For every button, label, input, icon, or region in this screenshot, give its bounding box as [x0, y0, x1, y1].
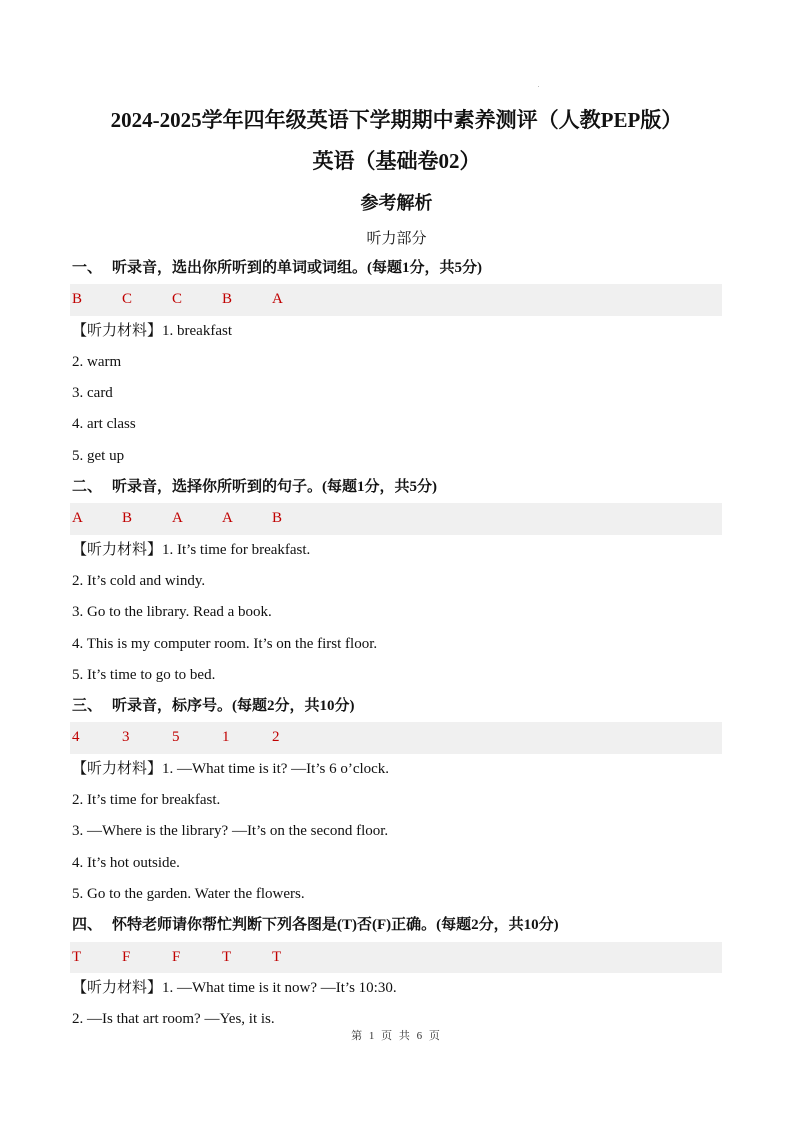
material-line [72, 879, 722, 910]
material-text: 1. breakfast [162, 322, 232, 339]
material-line [72, 754, 722, 785]
answer: 5 [172, 729, 180, 746]
section-number: 二、 [72, 479, 103, 496]
section-heading [72, 910, 722, 941]
answer-row [70, 503, 722, 534]
material-line [72, 441, 722, 472]
answer: 2 [272, 729, 280, 746]
document-subtitle: 英语（基础卷02） [312, 149, 481, 173]
speck [538, 86, 539, 87]
material-line [72, 409, 722, 440]
answer-row [70, 284, 722, 315]
material-text: 2. It’s time for breakfast. [72, 792, 221, 809]
material-line [72, 629, 722, 660]
answer: 3 [122, 729, 130, 746]
material-text: 2. warm [72, 353, 122, 370]
answer: B [72, 291, 83, 308]
answer: C [122, 291, 133, 308]
material-line [72, 316, 722, 347]
answer-row [70, 942, 722, 973]
answer: A [272, 291, 283, 308]
material-text: 2. It’s cold and windy. [72, 572, 206, 589]
material-label: 【听力材料】 [72, 979, 163, 996]
material-text: 3. card [72, 385, 113, 402]
answer: F [122, 948, 131, 965]
material-line [72, 566, 722, 597]
document-title: 2024-2025学年四年级英语下学期期中素养测评（人教PEP版） [110, 108, 683, 132]
answer: C [172, 291, 183, 308]
answer-row [70, 722, 722, 753]
material-line [72, 347, 722, 378]
section-heading [72, 472, 722, 503]
answer: A [172, 510, 183, 527]
answer: B [222, 291, 233, 308]
answer: 1 [222, 729, 230, 746]
material-text: 4. It’s hot outside. [72, 854, 180, 871]
page-footer: 第 1 页 共 6 页 [351, 1030, 442, 1042]
material-line [72, 785, 722, 816]
section-number: 一、 [72, 260, 103, 276]
section-number: 三、 [72, 698, 103, 715]
material-line [72, 973, 722, 1004]
material-text: 1. —What time is it now? —It’s 10:30. [162, 979, 397, 996]
material-text: 2. —Is that art room? —Yes, it is. [72, 1011, 275, 1028]
answer: A [222, 510, 233, 527]
answer: 4 [72, 729, 80, 746]
section-heading [72, 691, 722, 722]
answer: T [222, 948, 232, 965]
answer: B [122, 510, 133, 527]
material-line [72, 535, 722, 566]
answer: T [72, 948, 82, 965]
material-label: 【听力材料】 [72, 322, 163, 339]
material-text: 3. Go to the library. Read a book. [72, 604, 272, 621]
material-label: 【听力材料】 [72, 760, 163, 777]
section-instruction: 听录音，选出你所听到的单词或词组。(每题1分，共5分) [112, 260, 482, 276]
answer: F [172, 948, 181, 965]
section-instruction: 听录音，标序号。(每题2分，共10分) [112, 698, 355, 715]
answer-key-heading: 参考解析 [360, 193, 433, 213]
material-line [72, 660, 722, 691]
section-heading [72, 253, 722, 284]
listening-part-heading: 听力部分 [366, 231, 427, 247]
section-instruction: 怀特老师请你帮忙判断下列各图是(T)否(F)正确。(每题2分，共10分) [112, 917, 559, 934]
material-line [72, 816, 722, 847]
material-text: 4. This is my computer room. It’s on the first floor. [72, 635, 378, 652]
section-number: 四、 [72, 917, 103, 934]
material-text: 5. get up [72, 447, 125, 464]
material-label: 【听力材料】 [72, 541, 163, 558]
material-line [72, 848, 722, 879]
answer-content [72, 253, 722, 1035]
material-text: 5. It’s time to go to bed. [72, 666, 216, 683]
section-instruction: 听录音，选择你所听到的句子。(每题1分，共5分) [112, 479, 437, 496]
material-text: 3. —Where is the library? —It’s on the second floor. [72, 823, 389, 840]
answer: A [72, 510, 83, 527]
answer: T [272, 948, 282, 965]
material-text: 4. art class [72, 416, 136, 433]
material-text: 1. It’s time for breakfast. [162, 541, 311, 558]
answer: B [272, 510, 283, 527]
material-text: 5. Go to the garden. Water the flowers. [72, 885, 305, 902]
material-line [72, 378, 722, 409]
material-line [72, 597, 722, 628]
material-text: 1. —What time is it? —It’s 6 o’clock. [162, 760, 390, 777]
